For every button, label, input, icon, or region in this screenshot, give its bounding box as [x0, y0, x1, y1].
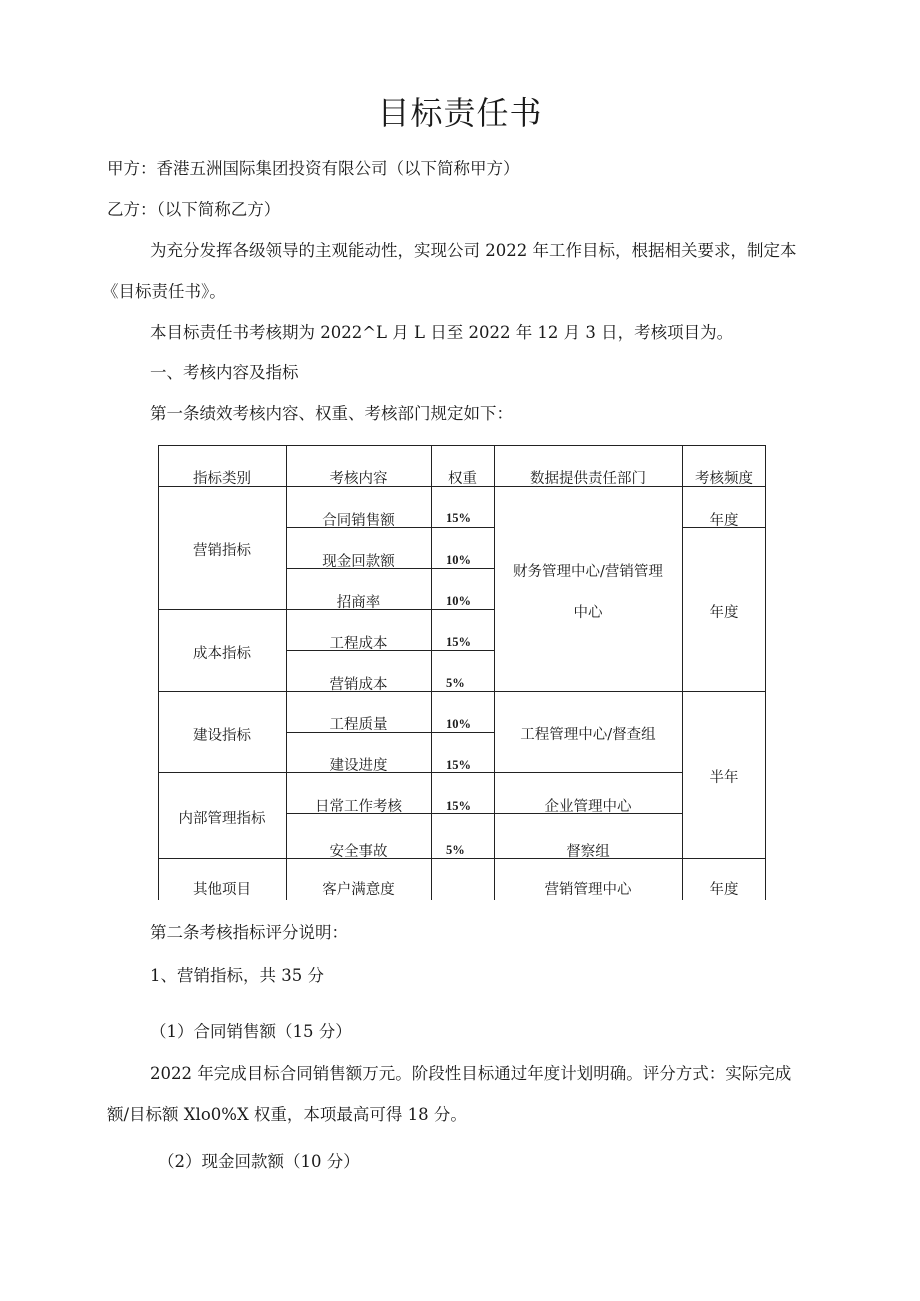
category-marketing: 营销指标 — [193, 543, 251, 559]
weight-cell: 15% — [446, 799, 471, 813]
sub-contract-sales: （1）合同销售额（15 分） — [150, 1022, 352, 1041]
weight-cell: 10% — [446, 594, 471, 608]
freq-annual: 年度 — [709, 882, 739, 898]
intro-line-1: 为充分发挥各级领导的主观能动性，实现公司 2022 年工作目标，根据相关要求，制定本 — [150, 241, 797, 260]
party-b: 乙方：（以下简称乙方） — [107, 200, 281, 219]
freq-annual: 年度 — [709, 513, 739, 529]
category-cost: 成本指标 — [193, 646, 251, 662]
assessment-period: 本目标责任书考核期为 2022^L 月 L 日至 2022 年 12 月 3 日，考核项目为。 — [150, 323, 734, 342]
header-department: 数据提供责任部门 — [530, 471, 646, 487]
assessment-table — [158, 445, 766, 900]
dept-marketing: 营销管理中心 — [544, 882, 632, 898]
header-category: 指标类别 — [193, 471, 251, 487]
dept-finance-cont: 中心 — [573, 605, 603, 621]
weight-cell: 10% — [446, 553, 471, 567]
content-cell: 工程成本 — [329, 636, 388, 652]
page-title: 目标责任书 — [377, 94, 543, 132]
freq-half-year: 半年 — [709, 770, 739, 786]
header-weight: 权重 — [448, 471, 477, 487]
category-other: 其他项目 — [193, 882, 251, 898]
weight-cell: 5% — [446, 843, 465, 857]
content-cell: 合同销售额 — [322, 513, 395, 529]
content-cell: 日常工作考核 — [315, 799, 402, 815]
dept-supervision: 督察组 — [566, 844, 610, 860]
weight-cell: 15% — [446, 758, 471, 772]
content-cell: 建设进度 — [329, 758, 388, 774]
item-marketing: 1、营销指标，共 35 分 — [150, 966, 324, 985]
weight-cell: 15% — [446, 511, 471, 525]
freq-annual: 年度 — [709, 605, 739, 621]
header-frequency: 考核频度 — [695, 471, 753, 487]
header-content: 考核内容 — [329, 471, 388, 487]
party-a: 甲方：香港五洲国际集团投资有限公司（以下简称甲方） — [107, 159, 520, 178]
dept-finance: 财务管理中心/营销管理 — [513, 564, 663, 580]
dept-engineering: 工程管理中心/督查组 — [520, 727, 656, 743]
content-cell: 工程质量 — [329, 717, 388, 733]
category-internal-management: 内部管理指标 — [178, 811, 266, 827]
content-cell: 客户满意度 — [322, 882, 395, 898]
dept-enterprise: 企业管理中心 — [544, 799, 632, 815]
category-construction: 建设指标 — [193, 728, 251, 744]
section-heading: 一、考核内容及指标 — [150, 363, 299, 382]
content-cell: 安全事故 — [329, 844, 388, 860]
article-1: 第一条绩效考核内容、权重、考核部门规定如下： — [150, 404, 513, 423]
sub-cash-collection: （2）现金回款额（10 分） — [158, 1152, 360, 1171]
content-cell: 营销成本 — [329, 677, 388, 693]
scoring-line-1: 2022 年完成目标合同销售额万元。阶段性目标通过年度计划明确。评分方式：实际完成 — [150, 1064, 792, 1083]
weight-cell: 15% — [446, 635, 471, 649]
weight-cell: 5% — [446, 676, 465, 690]
content-cell: 现金回款额 — [322, 554, 395, 570]
intro-line-2: 《目标责任书》。 — [102, 282, 226, 301]
article-2: 第二条考核指标评分说明： — [150, 923, 348, 942]
weight-cell: 10% — [446, 717, 471, 731]
content-cell: 招商率 — [336, 595, 381, 611]
scoring-line-2: 额/目标额 Xlo0%X 权重，本项最高可得 18 分。 — [107, 1105, 467, 1124]
